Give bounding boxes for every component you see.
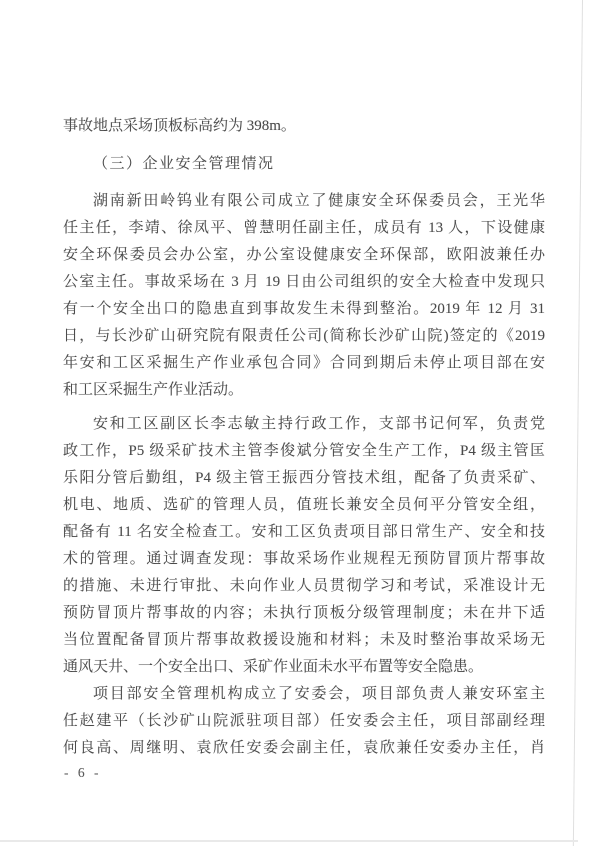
paper-right-edge <box>573 0 583 846</box>
text-line: 安和工区副区长李志敏主持行政工作，支部书记何军，负责党 <box>93 416 545 432</box>
text-line: 和工区采掘生产作业活动。 <box>63 382 244 398</box>
text-line: 湖南新田岭钨业有限公司成立了健康安全环保委员会，王光华 <box>93 193 545 209</box>
section-heading <box>63 151 545 178</box>
text-line: 政工作，P5 级采矿技术主管李俊斌分管安全生产工作，P4 级主管匡 <box>63 443 545 459</box>
text-line: 安全环保委员会办公室，办公室设健康安全环保部，欧阳波兼任办 <box>63 247 545 263</box>
paragraph-project-dept-safety-org <box>63 681 545 762</box>
text-line: 公室主任。事故采场在 3 月 19 日由公司组织的安全大检查中发现只 <box>63 274 545 290</box>
paragraph-anhe-district-management <box>63 411 545 681</box>
text-line: 任赵建平（长沙矿山院派驻项目部）任安委会主任，项目部副经理 <box>63 713 545 729</box>
text-line: 日，与长沙矿山研究院有限责任公司(简称长沙矿山院)签定的《2019 <box>63 328 545 344</box>
text-line: 通风天井、一个安全出口、采矿作业面未水平布置等安全隐患。 <box>63 659 484 675</box>
text-line: 机电、地质、选矿的管理人员，值班长兼安全员何平分管安全组， <box>63 497 545 513</box>
text-line: 任主任，李靖、徐凤平、曾慧明任副主任，成员有 13 人，下设健康 <box>63 220 545 236</box>
text-line: 年安和工区采掘生产作业承包合同》合同到期后未停止项目部在安 <box>63 355 545 371</box>
text-line: 配备有 11 名安全检查工。安和工区负责项目部日常生产、安全和技 <box>63 524 545 540</box>
intro-continuation-line <box>63 113 545 140</box>
paper-bottom-edge <box>0 840 578 842</box>
text-line: 预防冒顶片帮事故的内容；未执行顶板分级管理制度；未在井下适 <box>63 605 545 621</box>
text-line: 有一个安全出口的隐患直到事故发生未得到整治。2019 年 12 月 31 <box>63 301 545 317</box>
text-line: 乐阳分管后勤组，P4 级主管王振西分管技术组，配备了负责采矿、 <box>63 470 545 486</box>
page-number: - 6 - <box>64 765 102 780</box>
text-line: 事故地点采场顶板标高约为 398m。 <box>63 118 296 134</box>
text-line: 何良高、周继明、袁欣任安委会副主任，袁欣兼任安委办主任，肖 <box>63 740 545 756</box>
paragraph-company-safety-management <box>63 188 545 404</box>
section-heading-text: （三）企业安全管理情况 <box>93 156 275 172</box>
text-line: 术的管理。通过调查发现：事故采场作业规程无预防冒顶片帮事故 <box>63 551 545 567</box>
text-line: 当位置配备冒顶片帮事故救援设施和材料；未及时整治事故采场无 <box>63 632 545 648</box>
text-line: 项目部安全管理机构成立了安委会，项目部负责人兼安环室主 <box>93 686 545 702</box>
text-line: 的措施、未进行审批、未向作业人员贯彻学习和考试，采准设计无 <box>63 578 545 594</box>
